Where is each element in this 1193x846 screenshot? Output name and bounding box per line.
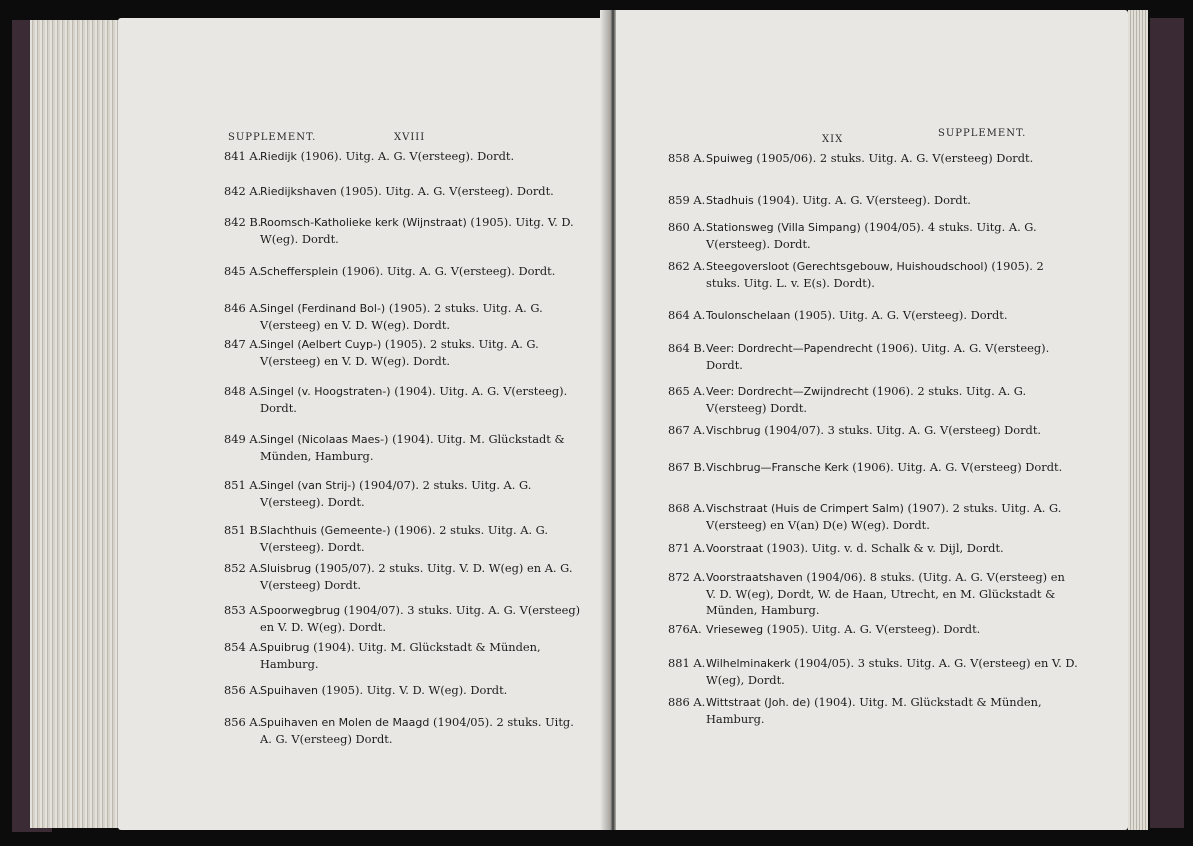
entry-details: (1906). 2 stuks. Uitg. A. G. V(ersteeg) Dordt. (706, 384, 1027, 415)
catalogue-entry (224, 682, 584, 699)
entry-details: (1904/06). 8 stuks. (Uitg. A. G. V(ersteeg) en V. D. W(eg), Dordt, W. de Haan, Utrecht, en M. Glückstadt & Münden, Hamburg. (706, 570, 1065, 617)
entry-heading: Steegoversloot (Gerechtsgebouw, Huishoudschool) (706, 260, 988, 273)
entry-heading: Spuihaven en Molen de Maagd (260, 716, 430, 729)
entry-heading: Singel (Ferdinand Bol-) (260, 302, 386, 315)
catalogue-entry (224, 639, 584, 672)
entry-body (260, 714, 584, 747)
catalogue-entry (224, 263, 584, 280)
entry-body (260, 300, 584, 333)
entry-number: 848 A. (224, 384, 262, 398)
entry-details: (1904/07). 3 stuks. Uitg. A. G. V(ersteeg) Dordt. (764, 423, 1042, 437)
page-edges-left (30, 20, 120, 828)
entry-body (260, 148, 584, 165)
entry-body (260, 682, 584, 699)
catalogue-entry (224, 300, 584, 333)
catalogue-entry (668, 258, 1078, 291)
entry-number: 854 A. (224, 640, 262, 654)
entry-number: 845 A. (224, 264, 262, 278)
left-page (118, 18, 610, 830)
entry-heading: Scheffersplein (260, 265, 339, 278)
left-page-number: XVIII (394, 132, 426, 143)
page-edges-right (1128, 10, 1148, 830)
entry-number: 846 A. (224, 301, 262, 315)
entry-number: 876A. (668, 622, 702, 636)
entry-details: (1905). Uitg. A. G. V(ersteeg). Dordt. (340, 184, 554, 198)
entry-details: (1906). 2 stuks. Uitg. A. G. V(ersteeg). Dordt. (260, 523, 548, 554)
entry-details: (1904/07). 2 stuks. Uitg. A. G. V(ersteeg). Dordt. (260, 478, 532, 509)
catalogue-entry (224, 431, 584, 464)
entry-number: 859 A. (668, 193, 706, 207)
entry-details: (1905/06). 2 stuks. Uitg. A. G. V(ersteeg) Dordt. (756, 151, 1034, 165)
right-page (616, 10, 1128, 830)
entry-heading: Singel (van Strij-) (260, 479, 356, 492)
entry-body (260, 383, 584, 416)
entry-body (260, 639, 584, 672)
entry-heading: Vischbrug—Fransche Kerk (706, 461, 849, 474)
entry-body (706, 150, 1078, 167)
entry-details: (1904). Uitg. M. Glückstadt & Münden, Hamburg. (260, 432, 565, 463)
entry-body (706, 694, 1078, 727)
entry-heading: Vrieseweg (706, 623, 764, 636)
entry-details: (1905). Uitg. A. G. V(ersteeg). Dordt. (766, 622, 981, 636)
entry-number: 865 A. (668, 384, 706, 398)
catalogue-entry (224, 336, 584, 369)
entry-number: 864 A. (668, 308, 706, 322)
entry-details: (1905). Uitg. V. D. W(eg). Dordt. (321, 683, 508, 697)
entry-details: (1905). Uitg. V. D. W(eg). Dordt. (260, 215, 574, 246)
entry-details: (1903). Uitg. v. d. Schalk & v. Dijl, Dordt. (766, 541, 1004, 555)
entry-heading: Toulonschelaan (706, 309, 791, 322)
entry-details: (1904/05). 4 stuks. Uitg. A. G. V(ersteeg). Dordt. (706, 220, 1037, 251)
catalogue-entry (224, 560, 584, 593)
entry-number: 842 A. (224, 184, 262, 198)
entry-heading: Sluisbrug (260, 562, 312, 575)
catalogue-entry (668, 219, 1078, 252)
catalogue-entry (224, 214, 584, 247)
entry-body (706, 258, 1078, 291)
catalogue-entry (224, 602, 584, 635)
entry-body (706, 192, 1078, 209)
catalogue-entry (668, 150, 1078, 167)
entry-details: (1906). Uitg. A. G. V(ersteeg). Dordt. (300, 149, 515, 163)
catalogue-entry (668, 459, 1078, 476)
entry-details: (1904). Uitg. M. Glückstadt & Münden, Hamburg. (260, 640, 541, 671)
entry-heading: Roomsch-Katholieke kerk (Wijnstraat) (260, 216, 467, 229)
entry-body (706, 500, 1078, 533)
entry-heading: Singel (Nicolaas Maes-) (260, 433, 389, 446)
catalogue-entry (668, 383, 1078, 416)
entry-number: 856 A. (224, 715, 262, 729)
catalogue-entry (668, 500, 1078, 533)
entry-heading: Singel (Aelbert Cuyp-) (260, 338, 382, 351)
entry-body (260, 477, 584, 510)
catalogue-entry (668, 569, 1078, 618)
entry-number: 867 A. (668, 423, 706, 437)
catalogue-entry (224, 183, 584, 200)
entry-body (706, 383, 1078, 416)
entry-number: 851 B. (224, 523, 262, 537)
entry-number: 841 A. (224, 149, 262, 163)
entry-body (260, 602, 584, 635)
catalogue-entry (224, 522, 584, 555)
entry-body (260, 522, 584, 555)
catalogue-entry (224, 714, 584, 747)
entry-details: (1904/05). 3 stuks. Uitg. A. G. V(ersteeg) en V. D. W(eg), Dordt. (706, 656, 1078, 687)
entry-body (706, 655, 1078, 688)
book-cover-right (1150, 18, 1184, 828)
entry-number: 864 B. (668, 341, 706, 355)
entry-number: 852 A. (224, 561, 262, 575)
entry-number: 868 A. (668, 501, 706, 515)
entry-body (260, 183, 584, 200)
entry-body (706, 340, 1078, 373)
entry-details: (1904). Uitg. A. G. V(ersteeg). Dordt. (260, 384, 568, 415)
entry-number: 881 A. (668, 656, 706, 670)
entry-details: (1904). Uitg. A. G. V(ersteeg). Dordt. (757, 193, 971, 207)
entry-details: (1905). Uitg. A. G. V(ersteeg). Dordt. (793, 308, 1008, 322)
right-page-number: XIX (822, 134, 844, 145)
entry-number: 860 A. (668, 220, 706, 234)
entry-body (260, 560, 584, 593)
catalogue-entry (224, 477, 584, 510)
entry-details: (1906). Uitg. A. G. V(ersteeg). Dordt. (706, 341, 1050, 372)
entry-details: (1905). 2 stuks. Uitg. A. G. V(ersteeg) en V. D. W(eg). Dordt. (260, 337, 539, 368)
entry-number: 847 A. (224, 337, 262, 351)
entry-body (706, 307, 1078, 324)
entry-body (706, 219, 1078, 252)
entry-body (706, 540, 1078, 557)
entry-details: (1905). 2 stuks. Uitg. L. v. E(s). Dordt). (706, 259, 1044, 290)
entry-number: 853 A. (224, 603, 262, 617)
entry-number: 856 A. (224, 683, 262, 697)
entry-heading: Riedijk (260, 150, 297, 163)
entry-body (706, 459, 1078, 476)
entry-number: 886 A. (668, 695, 706, 709)
entry-body (260, 431, 584, 464)
entry-body (706, 422, 1078, 439)
entry-heading: Riedijkshaven (260, 185, 337, 198)
entry-heading: Veer: Dordrecht—Papendrecht (706, 342, 873, 355)
entry-body (706, 569, 1078, 618)
right-running-head: SUPPLEMENT. (938, 128, 1027, 139)
entry-heading: Stationsweg (Villa Simpang) (706, 221, 861, 234)
catalogue-entry (668, 621, 1078, 638)
entry-heading: Voorstraat (706, 542, 764, 555)
entry-details: (1904). Uitg. M. Glückstadt & Münden, Hamburg. (706, 695, 1042, 726)
entry-heading: Veer: Dordrecht—Zwijndrecht (706, 385, 869, 398)
entry-heading: Wittstraat (Joh. de) (706, 696, 811, 709)
entry-details: (1906). Uitg. A. G. V(ersteeg). Dordt. (341, 264, 556, 278)
catalogue-entry (224, 383, 584, 416)
catalogue-entry (224, 148, 584, 165)
catalogue-entry (668, 340, 1078, 373)
entry-number: 842 B. (224, 215, 262, 229)
entry-details: (1905). 2 stuks. Uitg. A. G. V(ersteeg) en V. D. W(eg). Dordt. (260, 301, 543, 332)
entry-details: (1904/07). 3 stuks. Uitg. A. G. V(ersteeg) en V. D. W(eg). Dordt. (260, 603, 581, 634)
entry-heading: Slachthuis (Gemeente-) (260, 524, 391, 537)
left-running-head: SUPPLEMENT. (228, 132, 317, 143)
entry-heading: Vischbrug (706, 424, 761, 437)
entry-body (706, 621, 1078, 638)
entry-number: 871 A. (668, 541, 706, 555)
catalogue-entry (668, 694, 1078, 727)
catalogue-entry (668, 192, 1078, 209)
entry-number: 862 A. (668, 259, 706, 273)
entry-heading: Spoorwegbrug (260, 604, 341, 617)
entry-number: 872 A. (668, 570, 706, 584)
entry-heading: Spuiweg (706, 152, 753, 165)
entry-number: 867 B. (668, 460, 706, 474)
entry-body (260, 263, 584, 280)
entry-heading: Spuibrug (260, 641, 310, 654)
catalogue-entry (668, 307, 1078, 324)
entry-details: (1904/05). 2 stuks. Uitg. A. G. V(ersteeg) Dordt. (260, 715, 574, 746)
entry-body (260, 336, 584, 369)
entry-heading: Spuihaven (260, 684, 318, 697)
entry-heading: Vischstraat (Huis de Crimpert Salm) (706, 502, 904, 515)
entry-number: 851 A. (224, 478, 262, 492)
catalogue-entry (668, 655, 1078, 688)
entry-body (260, 214, 584, 247)
entry-details: (1907). 2 stuks. Uitg. A. G. V(ersteeg) en V(an) D(e) W(eg). Dordt. (706, 501, 1062, 532)
entry-details: (1905/07). 2 stuks. Uitg. V. D. W(eg) en A. G. V(ersteeg) Dordt. (260, 561, 573, 592)
entry-heading: Singel (v. Hoogstraten-) (260, 385, 391, 398)
catalogue-entry (668, 422, 1078, 439)
catalogue-entry (668, 540, 1078, 557)
entry-number: 858 A. (668, 151, 706, 165)
entry-details: (1906). Uitg. A. G. V(ersteeg) Dordt. (852, 460, 1063, 474)
entry-number: 849 A. (224, 432, 262, 446)
entry-heading: Voorstraatshaven (706, 571, 803, 584)
entry-heading: Stadhuis (706, 194, 754, 207)
entry-heading: Wilhelminakerk (706, 657, 791, 670)
